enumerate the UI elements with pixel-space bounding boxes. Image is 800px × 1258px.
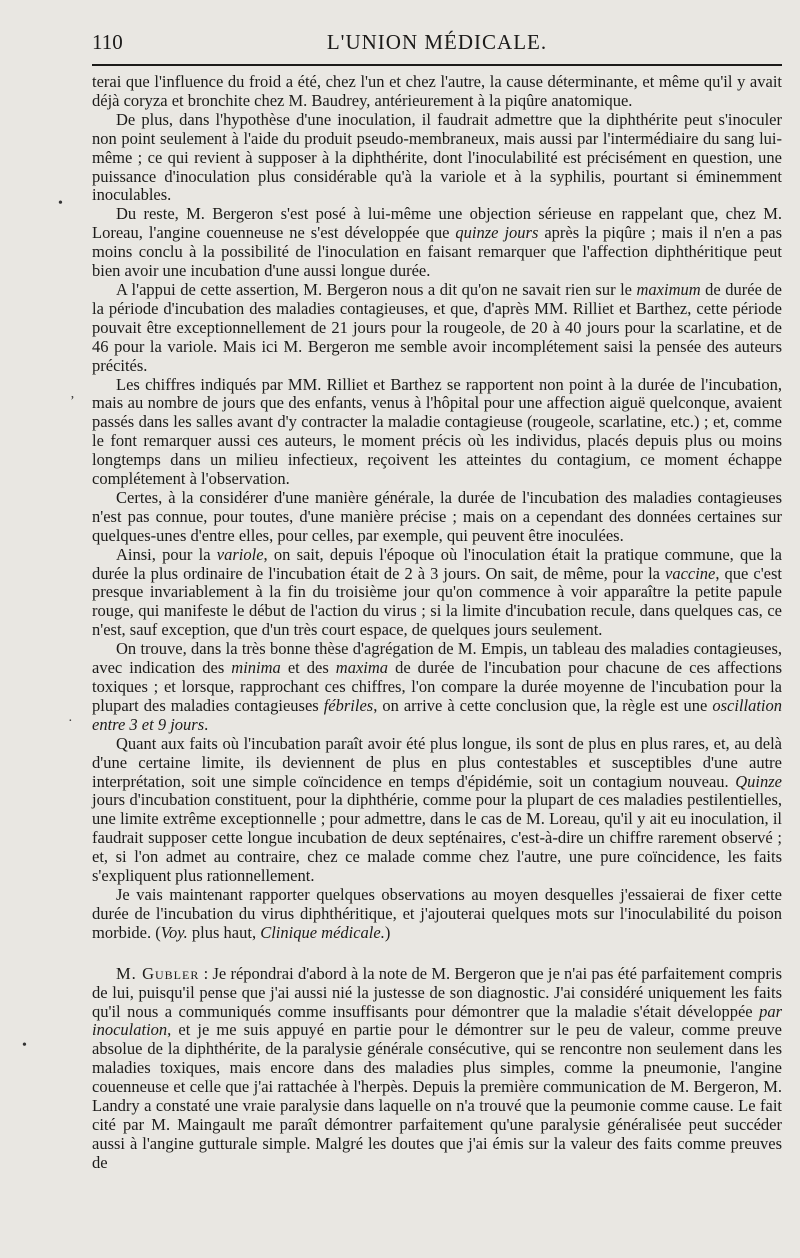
italic-term: Quinze	[735, 771, 782, 791]
italic-term: par inoculation	[92, 1001, 782, 1040]
italic-term: maxima	[335, 658, 389, 678]
italic-term: vaccine	[665, 563, 716, 583]
italic-term: Clinique médicale.	[260, 922, 385, 942]
italic-term: variole	[216, 544, 264, 564]
paragraph: Ainsi, pour la variole, on sait, depuis l'époque où l'inoculation était la pratique commune, que la durée la plus ordinaire de l'incubation était de 2 à 3 jours. On sait, de même, pour la vaccine, que c'est presque invariablement à la fin du troisième jour qu'on commence à voir apparaître la petite papule rouge, qui manifeste le début de l'action du virus ; si la limite d'incubation recule, dans quelques cas, ce n'est, sauf exception, que d'un très court espace, de quelques jours seulement.	[92, 544, 782, 640]
paragraph: Du reste, M. Bergeron s'est posé à lui-même une objection sérieuse en rappelant que, chez M. Loreau, l'angine couenneuse ne s'est développée que quinze jours après la piqûre ; mais il n'en a pas moins conclu à la possibilité de l'inoculation en faisant remarquer que l'affection diphthéritique peut bien avoir une incubation d'une aussi longue durée.	[92, 204, 782, 281]
paragraph: Certes, à la considérer d'une manière générale, la durée de l'incubation des maladies contagieuses n'est pas connue, pour toutes, d'une manière précise ; mais on a cependant des données certaines sur quelques-unes d'entre elles, pour celles, par exemple, qui peuvent être inoculées.	[92, 487, 782, 545]
italic-term: minima	[231, 658, 281, 678]
margin-dot: •	[58, 196, 63, 211]
header-rule	[92, 64, 782, 66]
italic-term: fébriles	[323, 695, 374, 715]
paragraph: On trouve, dans la très bonne thèse d'agrégation de M. Empis, un tableau des maladies contagieuses, avec indication des minima et des maxima de durée de l'incubation pour chacune de ces affections toxiques ; et lorsque, rapprochant ces chiffres, l'on compare la durée moyenne de l'incubation pour la plupart des maladies contagieuses fébriles, on arrive à cette conclusion que, la règle est une oscillation entre 3 et 9 jours.	[92, 639, 782, 734]
margin-dot: •	[22, 1038, 27, 1053]
italic-term: quinze jours	[455, 223, 539, 243]
italic-term: oscillation entre 3 et 9 jours	[92, 695, 782, 734]
italic-term: maximum	[636, 279, 701, 299]
paragraph: terai que l'influence du froid a été, chez l'un et chez l'autre, la cause déterminante, et même qu'il y avait déjà coryza et bronchite chez M. Baudrey, antérieurement à la piqûre anatomique.	[92, 72, 782, 110]
italic-term: Voy.	[160, 922, 188, 942]
running-title: L'UNION MÉDICALE.	[326, 30, 548, 54]
paragraph: De plus, dans l'hypothèse d'une inoculation, il faudrait admettre que la diphthérite peut s'inoculer non point seulement à l'aide du produit pseudo-membraneux, mais aussi par l'intermédiaire du sang lui-même ; ce qui revient à supposer à la diphthérite, dont l'inoculabilité est précisément en question, une puissance d'inoculation plus considérable qu'à la variole et à la syphilis, pourtant si éminemment inoculables.	[92, 109, 782, 205]
paragraph: Je vais maintenant rapporter quelques observations au moyen desquelles j'essaierai de fixer cette durée de l'incubation du virus diphthéritique, et j'ajouterai quelques mots sur l'inoculabilité du poison morbide. (Voy. plus haut, Clinique médicale.)	[92, 884, 782, 942]
speaker-name: M. Gubler	[116, 963, 200, 983]
article-body	[92, 73, 782, 1173]
paragraph: A l'appui de cette assertion, M. Bergeron nous a dit qu'on ne savait rien sur le maximum de durée de la période d'incubation des maladies contagieuses, et que, d'après MM. Rilliet et Barthez, cette période pouvait être exceptionnellement de 21 jours pour la rougeole, de 20 à 40 jours pour la scarlatine, et de 46 pour la variole. Mais ici M. Bergeron me semble avoir incomplétement saisi la pensée des auteurs précités.	[92, 279, 782, 375]
paragraph: Quant aux faits où l'incubation paraît avoir été plus longue, ils sont de plus en plus rares, et, au delà d'une certaine limite, ils deviennent de plus en plus contestables et susceptibles d'une autre interprétation, soit une simple coïncidence en temps d'épidémie, soit un contagium nouveau. Quinze jours d'incubation constituent, pour la diphthérie, comme pour la plupart de ces maladies pestilentielles, une limite extrême exceptionnelle ; pour admettre, dans le cas de M. Loreau, qu'il y ait eu inoculation, il faudrait supposer cette longue incubation de deux septénaires, c'est-à-dire un chiffre rarement observé ; et, si l'on admet au contraire, chez ce malade comme chez l'autre, une pure coïncidence, les faits s'expliquent plus rationnellement.	[92, 733, 782, 886]
margin-dot: ·	[68, 714, 73, 729]
paragraph: Les chiffres indiqués par MM. Rilliet et Barthez se rapportent non point à la durée de l'incubation, mais au nombre de jours que des enfants, venus à l'hôpital pour une affection aiguë quelconque, avaient passés dans les salles avant d'y contracter la maladie contagieuse (rougeole, scarlatine, etc.) ; et, comme le font remarquer aussi ces auteurs, le moment précis où les individus, placés depuis plus ou moins longtemps dans un milieu infectieux, reçoivent les atteintes du contagium, ce moment échappe complétement à l'observation.	[92, 374, 782, 489]
page-number: 110	[92, 30, 123, 54]
running-header	[92, 26, 782, 62]
reply-paragraph: M. Gubler : Je répondrai d'abord à la note de M. Bergeron que je n'ai pas été parfaitement compris de lui, puisqu'il pense que j'ai aussi nié la justesse de son diagnostic. J'ai considéré uniquement les faits qu'il nous a communiqués comme insuffisants pour démontrer que la maladie s'était développée par inoculation, et je me suis appuyé en partie pour le démontrer sur le peu de valeur, comme preuve absolue de la diphthérite, de la paralysie générale consécutive, qui se rencontre non seulement dans les maladies toxiques, mais encore dans des maladies plus simples, comme la pneumonie, l'angine couenneuse et celle que j'ai rattachée à l'herpès. Depuis la première communication de M. Bergeron, M. Landry a constaté une vraie paralysie dans laquelle on n'a trouvé que la peumonie comme cause. Le fait cité par M. Maingault me paraît démontrer parfaitement qu'une paralysie généralisée peut succéder aussi à l'angine gutturale simple. Malgré les doutes que j'ai émis sur la valeur des faits comme preuves de	[92, 963, 783, 1172]
margin-tick: ʼ	[70, 394, 75, 409]
